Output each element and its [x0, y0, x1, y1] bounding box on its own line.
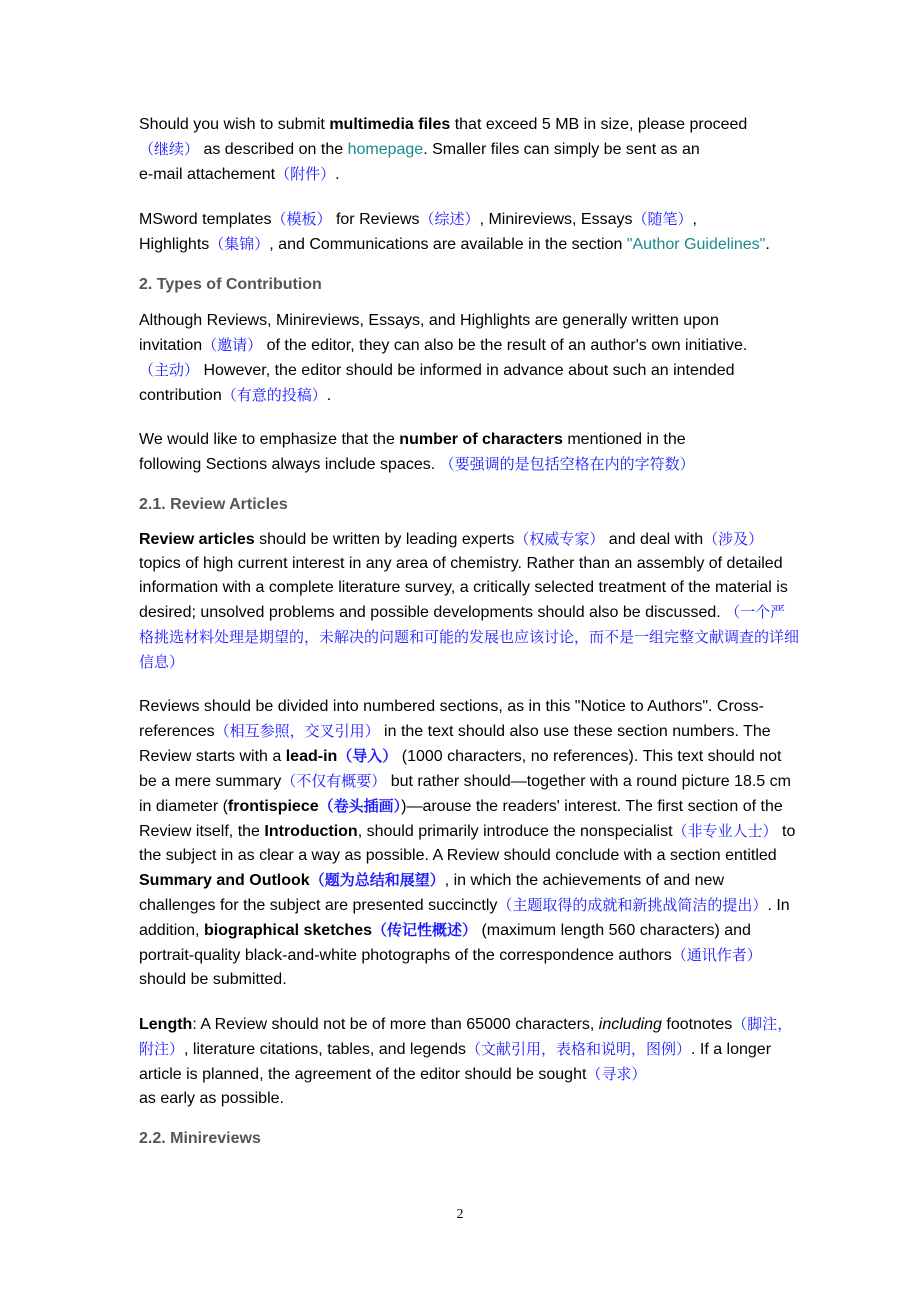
chinese-note: （主题取得的成就和新挑战简洁的提出） [497, 896, 768, 914]
italic-text: including [598, 1016, 662, 1033]
text: as early as possible. [139, 1090, 284, 1107]
chinese-note: （寻求） [586, 1065, 647, 1083]
chinese-note: （要强调的是包括空格在内的字符数） [439, 455, 695, 473]
section-heading: 2.2. Minireviews [139, 1130, 261, 1147]
chinese-note: （相互参照，交叉引用） [214, 722, 380, 740]
text: invitation [139, 337, 203, 354]
document-body [139, 113, 799, 1151]
text: that exceed 5 MB in size, please proceed [450, 116, 748, 133]
text: and deal with [604, 531, 704, 548]
text: Reviews should be divided into numbered sections, as in this "Notice to Authors". Cross-references [139, 698, 764, 740]
chinese-note: （权威专家） [514, 530, 605, 548]
bold-text: number of characters [399, 431, 563, 448]
text: contribution [139, 387, 222, 404]
chinese-note: （涉及） [703, 530, 764, 548]
text: topics of high current interest in any area of chemistry. Rather than an assembly of detailed information with a complete literature survey, a critically selected treatment of the material is desired; unsolved problems and possible developments should also be discussed. [139, 555, 788, 621]
chinese-note: （通讯作者） [671, 946, 762, 964]
paragraph-templates [139, 207, 799, 257]
paragraph-types [139, 309, 799, 408]
text: We would like to emphasize that the [139, 431, 400, 448]
text: , should primarily introduce the nonspecialist [357, 823, 673, 840]
text: (1000 characters, no references). This text should not be a mere summary [139, 748, 782, 790]
paragraph-review-structure [139, 695, 799, 992]
bold-text: Review articles [139, 531, 255, 548]
text: . In addition, [139, 897, 790, 939]
chinese-note: （邀请） [202, 336, 263, 354]
homepage-link[interactable]: homepage [347, 141, 424, 158]
text: to the subject in as clear a way as possible. A Review should conclude with a section entitled [139, 823, 796, 864]
text: : A Review should not be of more than 65000 characters, [192, 1016, 599, 1033]
bold-text: lead-in [285, 748, 338, 765]
bold-text: frontispiece [227, 798, 319, 815]
text: in the text should also use these section numbers. The Review starts with a [139, 723, 771, 765]
text: for Reviews [331, 211, 420, 228]
bold-text: biographical sketches [203, 922, 372, 939]
paragraph-characters [139, 428, 799, 477]
text: MSword templates [139, 211, 272, 228]
text: should be written by leading experts [254, 531, 515, 548]
text: of the editor, they can also be the result of an author's own initiative. [262, 337, 748, 354]
text: . [326, 387, 332, 404]
chinese-note: （导入） [337, 747, 398, 765]
chinese-note: （综述） [419, 210, 480, 228]
text: as described on the [199, 141, 348, 158]
chinese-note: （非专业人士） [672, 822, 778, 840]
bold-text: multimedia files [329, 116, 451, 133]
text: e-mail attachement [139, 166, 276, 183]
chinese-note: （模板） [271, 210, 332, 228]
chinese-note: （题为总结和展望） [309, 871, 445, 889]
text: mentioned in the [562, 431, 686, 448]
text: , literature citations, tables, and legends [184, 1041, 466, 1058]
bold-text: Introduction [264, 823, 358, 840]
text: Although Reviews, Minireviews, Essays, and Highlights are generally written upon [139, 312, 719, 329]
text: Should you wish to submit [139, 116, 330, 133]
chinese-note: （随笔） [632, 210, 693, 228]
chinese-note: （集锦） [209, 235, 270, 253]
chinese-note: （脚注，附注） [139, 1015, 793, 1058]
bold-text: Length [139, 1016, 193, 1033]
chinese-note: （一个严格挑选材料处理是期望的，未解决的问题和可能的发展也应该讨论，而不是一组完整文献调查的详细信息） [139, 603, 800, 671]
chinese-note: （附件） [275, 165, 336, 183]
bold-text: Summary and Outlook [139, 872, 310, 889]
text: but rather should—together with a round picture 18.5 cm in diameter ( [139, 773, 791, 815]
paragraph-length [139, 1012, 799, 1111]
text: , [692, 211, 697, 228]
chinese-note: （卷头插画） [318, 797, 402, 815]
text: Highlights [139, 236, 210, 253]
text: However, the editor should be informed in advance about such an intended [199, 362, 735, 379]
text: should be submitted. [139, 971, 287, 988]
text: , in which the achievements of and new challenges for the subject are presented succinctly [139, 872, 724, 914]
text: footnotes [661, 1016, 733, 1033]
text: . If a longer article is planned, the agreement of the editor should be sought [139, 1041, 772, 1083]
text: . Smaller files can simply be sent as an [423, 141, 700, 158]
chinese-note: （不仅有概要） [281, 772, 387, 790]
chinese-note: （有意的投稿） [221, 386, 327, 404]
text: following Sections always include spaces. [139, 456, 440, 473]
text: . [765, 236, 770, 253]
paragraph-review-articles [139, 527, 799, 675]
chinese-note: （传记性概述） [372, 921, 478, 939]
text: (maximum length 560 characters) and portrait-quality black-and-white photographs of the correspondence authors [139, 922, 751, 964]
text: )—arouse the readers' interest. The first section of the Review itself, the [139, 798, 783, 840]
chinese-note: （文献引用，表格和说明，图例） [465, 1040, 691, 1058]
paragraph-multimedia [139, 113, 799, 187]
chinese-note: （主动） [139, 361, 200, 379]
section-heading: 2.1. Review Articles [139, 496, 288, 513]
text: , Minireviews, Essays [479, 211, 633, 228]
chinese-note: （继续） [139, 140, 200, 158]
author-guidelines-link[interactable]: "Author Guidelines" [626, 236, 766, 253]
page-number: 2 [456, 1207, 464, 1222]
text: . [335, 166, 340, 183]
text: , and Communications are available in the section [269, 236, 627, 253]
section-heading: 2. Types of Contribution [139, 276, 322, 293]
